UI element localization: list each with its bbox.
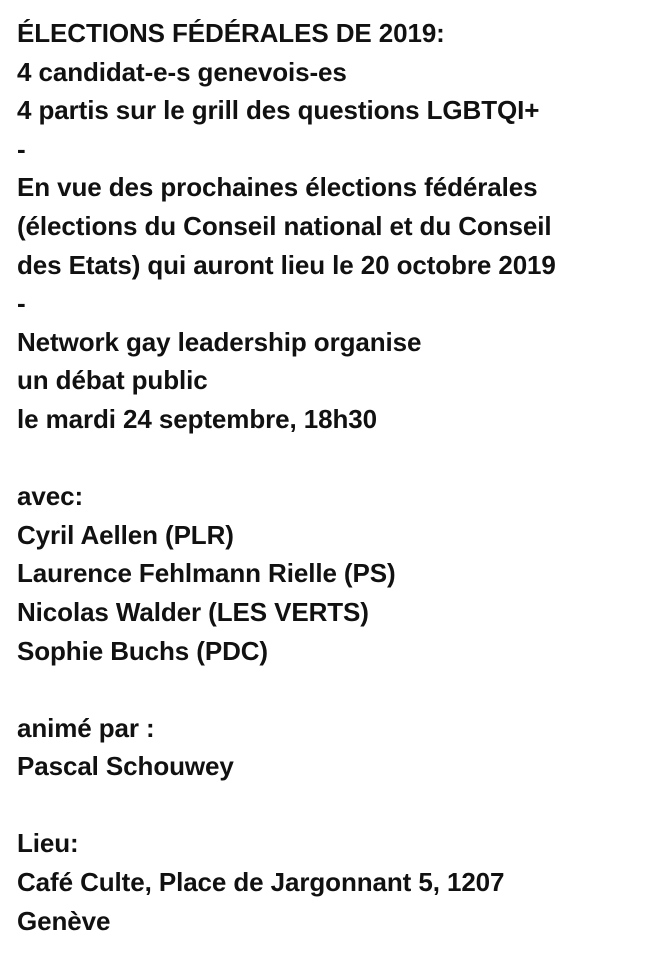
post-text (17, 14, 657, 940)
venue-line: Café Culte, Place de Jargonnant 5, 1207 (17, 867, 505, 898)
host-name: Pascal Schouwey (17, 751, 234, 782)
intro-line: des Etats) qui auront lieu le 20 octobre 2019 (17, 249, 556, 280)
blank-line (17, 439, 657, 478)
event-line: un débat public (17, 365, 208, 396)
intro-line: En vue des prochaines élections fédérales (17, 172, 538, 203)
guest-item: Cyril Aellen (PLR) (17, 519, 234, 550)
heading-line: ÉLECTIONS FÉDÉRALES DE 2019: (17, 18, 445, 48)
venue-label: Lieu: (17, 828, 79, 859)
heading-line: 4 partis sur le grill des questions LGBTQI+ (17, 95, 540, 126)
guest-item: Sophie Buchs (PDC) (17, 635, 268, 666)
guests-label: avec: (17, 481, 83, 512)
separator: - (17, 288, 26, 319)
guest-item: Nicolas Walder (LES VERTS) (17, 596, 369, 627)
host-label: animé par : (17, 712, 155, 743)
heading-line: 4 candidat-e-s genevois-es (17, 56, 347, 87)
blank-line (17, 786, 657, 825)
separator: - (17, 133, 26, 164)
event-line: Network gay leadership organise (17, 326, 422, 357)
intro-line: (élections du Conseil national et du Conseil (17, 210, 552, 241)
venue-line: Genève (17, 905, 111, 936)
event-date: le mardi 24 septembre, 18h30 (17, 403, 377, 434)
blank-line (17, 670, 657, 709)
guest-item: Laurence Fehlmann Rielle (PS) (17, 558, 396, 589)
